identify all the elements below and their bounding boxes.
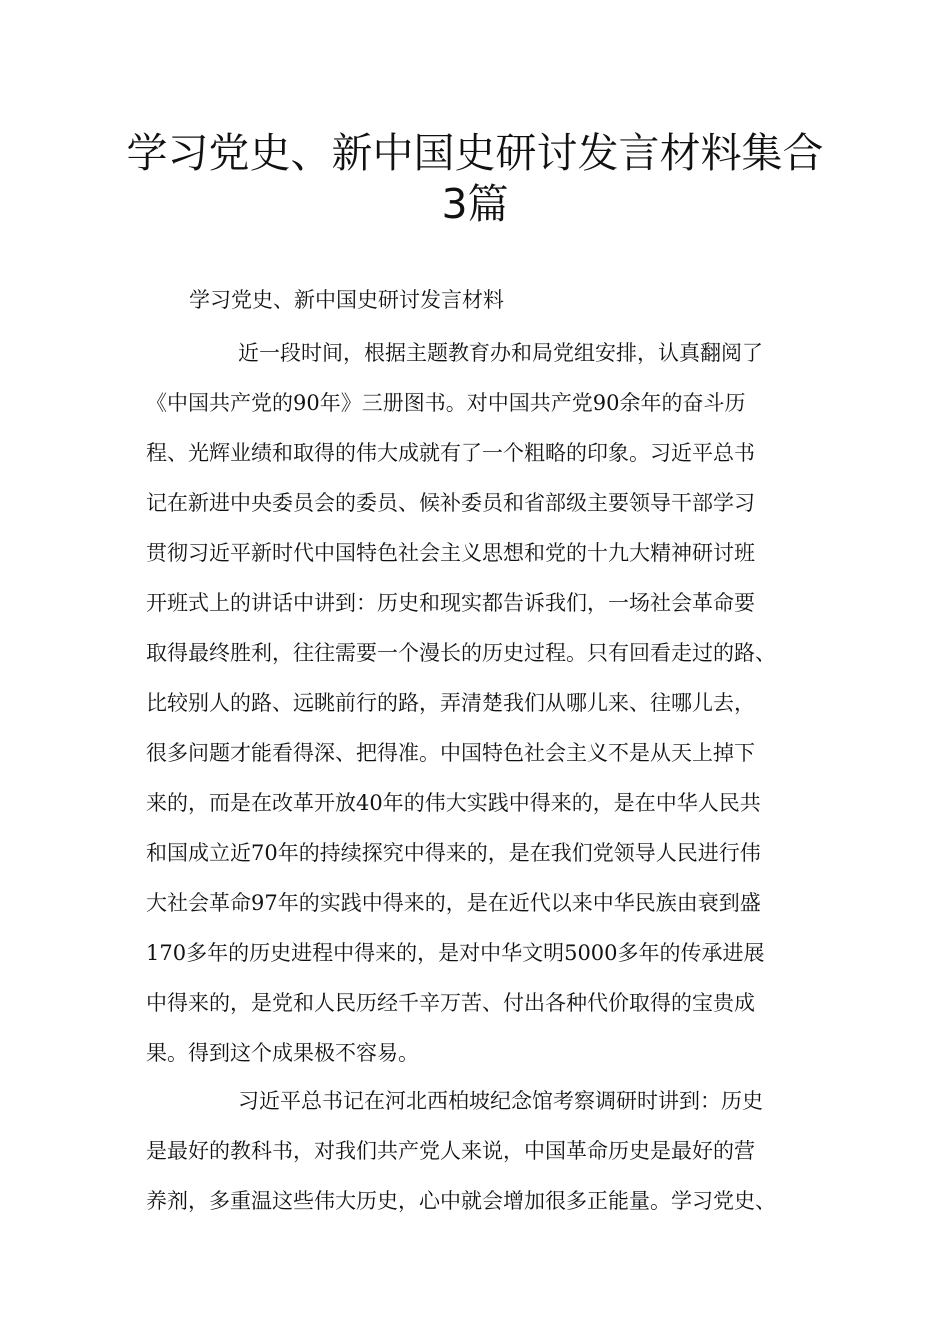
paragraph-line: 中得来的，是党和人民历经千辛万苦、付出各种代价取得的宝贵成 bbox=[146, 991, 755, 1015]
paragraph-line: 《中国共产党的90年》三册图书。对中国共产党90余年的奋斗历 bbox=[146, 391, 746, 415]
paragraph-line: 贯彻习近平新时代中国特色社会主义思想和党的十九大精神研讨班 bbox=[146, 541, 755, 565]
paragraph-1 bbox=[146, 334, 826, 1084]
title-line-2: 3篇 bbox=[441, 180, 509, 228]
paragraph-line: 开班式上的讲话中讲到：历史和现实都告诉我们，一场社会革命要 bbox=[146, 591, 755, 615]
paragraph-line: 170多年的历史进程中得来的，是对中华文明5000多年的传承进展 bbox=[146, 941, 765, 965]
paragraph-line: 比较别人的路、远眺前行的路，弄清楚我们从哪儿来、往哪儿去， bbox=[146, 691, 755, 715]
paragraph-line: 记在新进中央委员会的委员、候补委员和省部级主要领导干部学习 bbox=[146, 491, 755, 515]
paragraph-line: 果。得到这个成果极不容易。 bbox=[146, 1041, 419, 1065]
paragraph-2 bbox=[146, 1082, 826, 1232]
paragraph-line: 来的，而是在改革开放40年的伟大实践中得来的，是在中华人民共 bbox=[146, 791, 761, 815]
paragraph-line: 是最好的教科书，对我们共产党人来说，中国革命历史是最好的营 bbox=[146, 1139, 755, 1163]
paragraph-line: 习近平总书记在河北西柏坡纪念馆考察调研时讲到：历史 bbox=[238, 1089, 763, 1113]
paragraph-line: 近一段时间，根据主题教育办和局党组安排，认真翻阅了 bbox=[238, 341, 763, 365]
paragraph-line: 和国成立近70年的持续探究中得来的，是在我们党领导人民进行伟 bbox=[146, 841, 761, 865]
paragraph-line: 程、光辉业绩和取得的伟大成就有了一个粗略的印象。习近平总书 bbox=[146, 441, 755, 465]
paragraph-line: 养剂，多重温这些伟大历史，心中就会增加很多正能量。学习党史、 bbox=[146, 1189, 776, 1213]
document-title bbox=[0, 128, 950, 230]
paragraph-line: 很多问题才能看得深、把得准。中国特色社会主义不是从天上掉下 bbox=[146, 741, 755, 765]
paragraph-line: 大社会革命97年的实践中得来的，是在近代以来中华民族由衰到盛 bbox=[146, 891, 761, 915]
title-line-1: 学习党史、新中国史研讨发言材料集合 bbox=[126, 129, 824, 177]
paragraph-line: 取得最终胜利，往往需要一个漫长的历史过程。只有回看走过的路、 bbox=[146, 641, 776, 665]
document-subtitle: 学习党史、新中国史研讨发言材料 bbox=[189, 288, 504, 312]
